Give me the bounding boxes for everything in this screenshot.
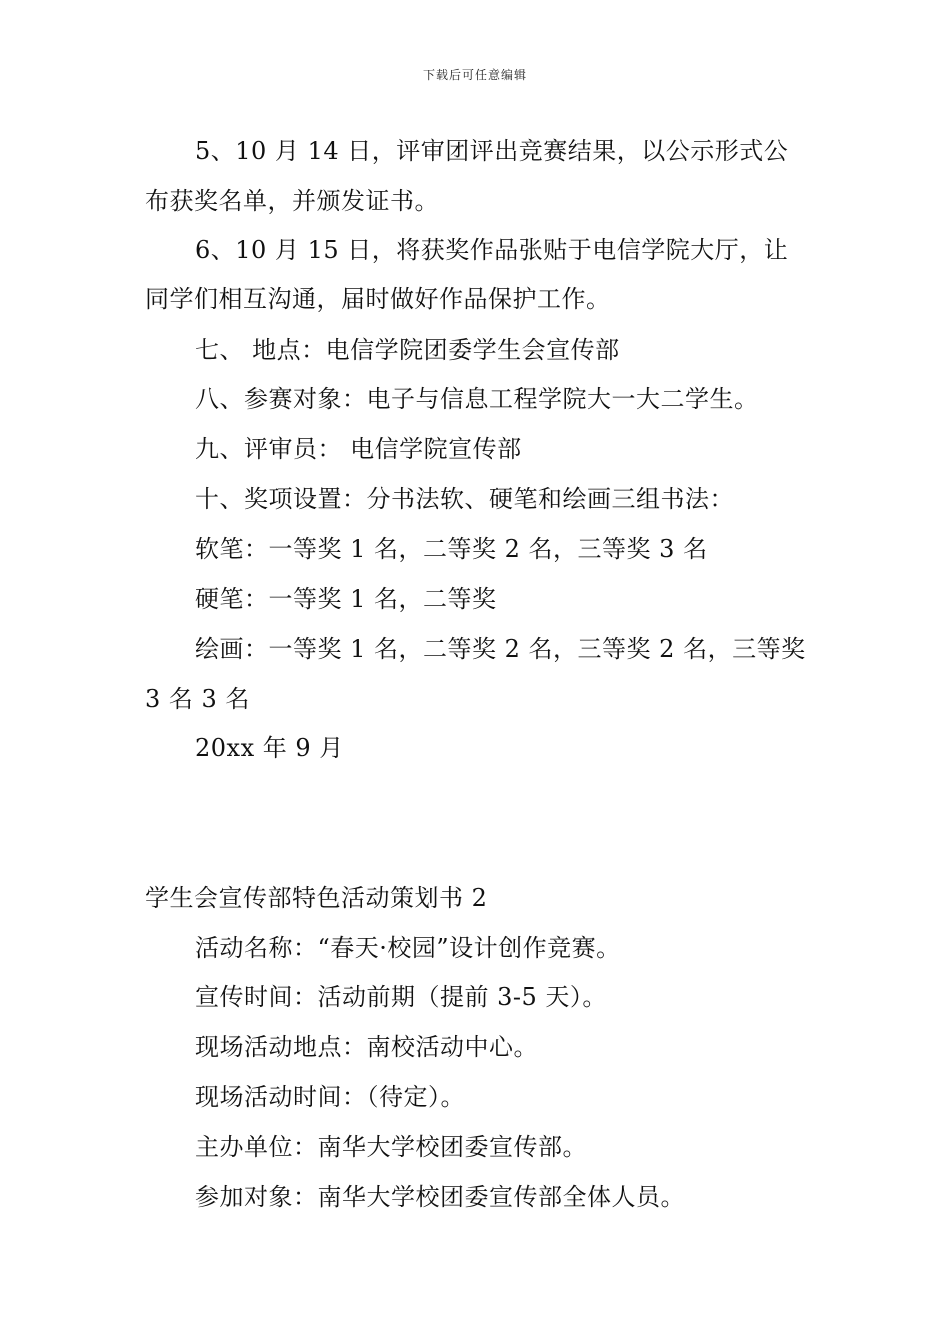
paragraph-line: 同学们相互沟通，届时做好作品保护工作。 [145, 285, 611, 313]
award-line-painting: 绘画：一等奖 1 名，二等奖 2 名，三等奖 2 名，三等奖 [195, 635, 806, 663]
section-heading-judges: 九、评审员： 电信学院宣传部 [195, 435, 522, 463]
section-heading-participants: 八、参赛对象：电子与信息工程学院大一大二学生。 [195, 385, 759, 413]
paragraph-line: 5、10 月 14 日，评审团评出竞赛结果，以公示形式公 [195, 137, 789, 165]
page-header: 下载后可任意编辑 [422, 68, 527, 82]
award-line-hard-pen: 硬笔：一等奖 1 名，二等奖 [195, 585, 497, 613]
event-time-line: 现场活动时间：（待定）。 [195, 1083, 465, 1111]
activity-name-line: 活动名称：“春天·校园”设计创作竞赛。 [195, 934, 621, 962]
participants-line: 参加对象：南华大学校团委宣传部全体人员。 [195, 1183, 685, 1211]
document-title: 学生会宣传部特色活动策划书 2 [145, 884, 488, 912]
date-line: 20xx 年 9 月 [195, 734, 344, 762]
section-heading-location: 七、 地点：电信学院团委学生会宣传部 [195, 336, 620, 364]
award-line-soft-brush: 软笔：一等奖 1 名，二等奖 2 名，三等奖 3 名 [195, 535, 708, 563]
promotion-time-line: 宣传时间：活动前期（提前 3-5 天）。 [195, 983, 607, 1011]
award-line-continuation: 3 名 3 名 [145, 685, 250, 713]
paragraph-line: 布获奖名单，并颁发证书。 [145, 187, 439, 215]
paragraph-line: 6、10 月 15 日，将获奖作品张贴于电信学院大厅，让 [195, 236, 789, 264]
section-heading-awards: 十、奖项设置：分书法软、硬笔和绘画三组书法： [195, 485, 734, 513]
organizer-line: 主办单位：南华大学校团委宣传部。 [195, 1133, 587, 1161]
venue-line: 现场活动地点：南校活动中心。 [195, 1033, 538, 1061]
